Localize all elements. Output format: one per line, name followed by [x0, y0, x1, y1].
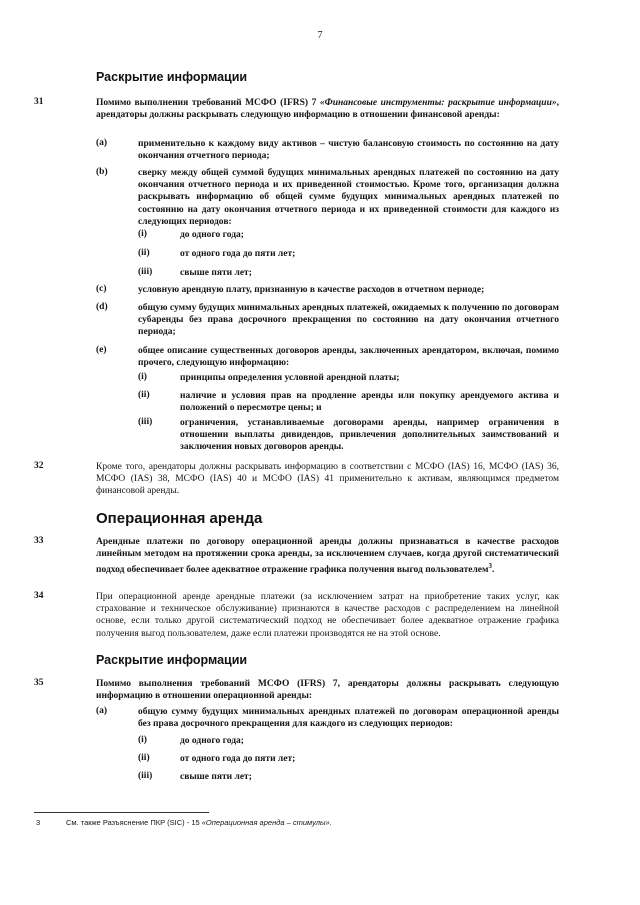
section-heading-disclosure-finance: Раскрытие информации: [96, 70, 248, 84]
subitem-35a-iii-text: свыше пяти лет;: [180, 772, 252, 782]
item-31d-text: общую сумму будущих минимальных арендных платежей, ожидаемых к получению по договорам субаренды без права досрочного прекращения по состоянию на дату окончания отчетного периода;: [138, 303, 559, 338]
paragraph-number: 33: [34, 536, 44, 546]
footnote-reference: 3: [488, 562, 492, 571]
subitem-31e-ii-text: наличие и условия прав на продление аренды или покупку арендуемого актива и положений о пересмотре цены; и: [180, 391, 559, 414]
item-31a-text: применительно к каждому виду активов – чистую балансовую стоимость по состоянию на дату окончания отчетного периода;: [138, 139, 559, 162]
footnote-divider: [34, 812, 209, 813]
item-label: (a): [96, 138, 108, 148]
item-31b-text: сверку между общей суммой будущих минимальных арендных платежей по состоянию на дату окончания отчетного периода и их приведенной стоимостью. Кроме того, организация должна раскрывать информацию об общей сумме будущих минимальных арендных платежей по состоянию на дату окончания отчетного периода и их приведенной стоимости для каждого из следующих периодов:: [138, 168, 559, 227]
item-31e-text: общее описание существенных договоров аренды, заключенных арендатором, включая, помимо прочего, следующую информацию:: [138, 346, 559, 369]
paragraph-number: 32: [34, 461, 44, 471]
subitem-label: (ii): [138, 248, 150, 258]
section-heading-operating-lease: Операционная аренда: [96, 510, 263, 527]
item-label: (d): [96, 302, 108, 312]
subitem-31b-ii-text: от одного года до пяти лет;: [180, 249, 296, 259]
paragraph-number: 31: [34, 97, 44, 107]
subitem-35a-ii-text: от одного года до пяти лет;: [180, 754, 296, 764]
footnote-text: [66, 818, 332, 827]
footnote-text-b: «Операционная аренда – стимулы»: [201, 818, 330, 827]
item-label: (a): [96, 706, 108, 716]
item-label: (c): [96, 284, 107, 294]
subitem-label: (ii): [138, 753, 150, 763]
subitem-31b-iii-text: свыше пяти лет;: [180, 268, 252, 278]
paragraph-34-text: При операционной аренде арендные платежи (за исключением затрат на приобретение таких услуг, как страхование и техническое обслуживание) признаются в качестве расходов с распределением на линейной основе, если только другой систематический подход не обеспечивает более адекватное отражение графика получения выгод пользователем, даже если платежи производятся не на этой основе.: [96, 592, 559, 639]
subitem-label: (i): [138, 735, 147, 745]
item-31c-text: условную арендную плату, признанную в качестве расходов в отчетном периоде;: [138, 285, 485, 295]
subitem-label: (iii): [138, 417, 153, 427]
subitem-31e-i-text: принципы определения условной арендной платы;: [180, 373, 400, 383]
paragraph-35-text: Помимо выполнения требований МСФО (IFRS) 7, арендаторы должны раскрывать следующую информацию в отношении операционной аренды:: [96, 679, 559, 702]
p31-text-c: , арендаторы должны раскрывать следующую информацию в отношении финансовой аренды:: [96, 98, 559, 121]
paragraph-number: 34: [34, 591, 44, 601]
paragraph-32-text: Кроме того, арендаторы должны раскрывать информацию в соответствии с МСФО (IAS) 16, МСФО (IAS) 36, МСФО (IAS) 38, МСФО (IAS) 40 и МСФО (IAS) 41 применительно к активам, являющимся предметом финансовой аренды.: [96, 462, 559, 497]
item-35a-text: общую сумму будущих минимальных арендных платежей по договорам операционной аренды без права досрочного прекращения для каждого из следующих периодов:: [138, 707, 559, 730]
subitem-35a-i-text: до одного года;: [180, 736, 244, 746]
p31-text-b: «Финансовые инструменты: раскрытие информации»: [319, 98, 557, 108]
p33-text: Арендные платежи по договору операционной аренды должны признаваться в качестве расходов линейным методом на протяжении срока аренды, за исключением случаев, когда другой систематический подход обеспечивает более адекватное отражение графика получения выгод пользователем: [96, 537, 559, 576]
footnote-number: 3: [36, 818, 41, 827]
subitem-31e-iii-text: ограничения, устанавливаемые договорами аренды, например ограничения в отношении выплаты дивидендов, привлечения дополнительных заимствований и заключения новых договоров аренды.: [180, 418, 559, 453]
page-number: 7: [317, 30, 323, 41]
subitem-31b-i-text: до одного года;: [180, 230, 244, 240]
item-label: (e): [96, 345, 107, 355]
subitem-label: (iii): [138, 771, 153, 781]
item-label: (b): [96, 167, 108, 177]
subitem-label: (i): [138, 229, 147, 239]
subitem-label: (i): [138, 372, 147, 382]
paragraph-33-text: [96, 536, 559, 577]
paragraph-31-text: [96, 97, 559, 121]
subitem-label: (ii): [138, 390, 150, 400]
footnote-text-a: См. также Разъяснение ПКР (SIC) - 15: [66, 818, 202, 827]
p31-text-a: Помимо выполнения требований МСФО (IFRS) 7: [96, 98, 320, 108]
section-heading-disclosure-operating: Раскрытие информации: [96, 653, 248, 667]
p33-text-end: .: [491, 565, 495, 576]
subitem-label: (iii): [138, 267, 153, 277]
paragraph-number: 35: [34, 678, 44, 688]
footnote-text-c: .: [329, 818, 332, 827]
